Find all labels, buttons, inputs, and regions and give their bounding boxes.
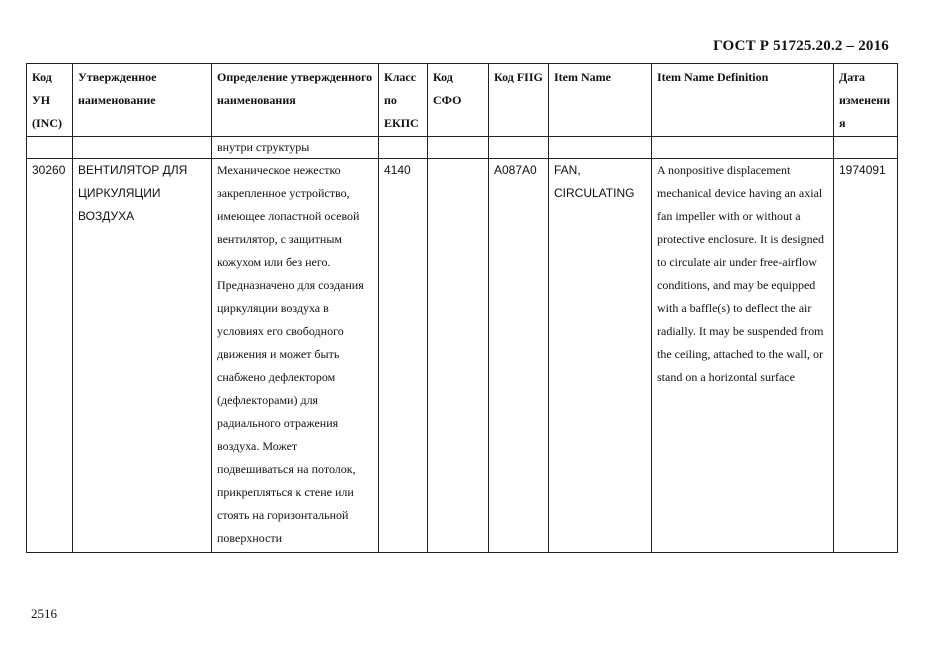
col-header-change-date: Дата изменения <box>834 64 898 137</box>
page-number: 2516 <box>31 606 57 621</box>
catalog-table <box>26 63 898 553</box>
col-header-fiig-code: Код FIIG <box>489 64 549 137</box>
col-header-item-name-definition: Item Name Definition <box>652 64 834 137</box>
cell-change-date: 1974091 <box>834 159 898 553</box>
table-header-row <box>27 64 898 137</box>
col-header-ekps-class: Класс по ЕКПС <box>379 64 428 137</box>
cell-ekps-class: 4140 <box>379 159 428 553</box>
table-row <box>27 159 898 553</box>
col-header-inc: Код УН (INC) <box>27 64 73 137</box>
continuation-text: внутри структуры <box>212 137 379 159</box>
cell-name: ВЕНТИЛЯТОР ДЛЯ ЦИРКУЛЯЦИИ ВОЗДУХА <box>73 159 212 553</box>
cell-definition: Механическое нежестко закрепленное устройство, имеющее лопастной осевой вентилятор, с защитным кожухом или без него. Предназначено для создания циркуляции воздуха в условиях его свободного движения и может быть снабжено дефлектором (дефлекторами) для радиального отражения воздуха. Может подвешиваться на потолок, прикрепляться к стене или стоять на горизонтальной поверхности <box>212 159 379 553</box>
col-header-item-name: Item Name <box>549 64 652 137</box>
col-header-definition: Определение утвержденного наименования <box>212 64 379 137</box>
continuation-row <box>27 137 898 159</box>
document-code: ГОСТ Р 51725.20.2 – 2016 <box>713 38 889 54</box>
col-header-sfo-code: Код СФО <box>428 64 489 137</box>
col-header-name: Утвержденное наименование <box>73 64 212 137</box>
cell-item-name-definition: A nonpositive displacement mechanical device having an axial fan impeller with or without a protective enclosure. It is designed to circulate air under free-airflow conditions, and may be equipped with a baffle(s) to deflect the air radially. It may be suspended from the ceiling, attached to the wall, or stand on a horizontal surface <box>652 159 834 553</box>
cell-fiig-code: A087A0 <box>489 159 549 553</box>
cell-sfo-code <box>428 159 489 553</box>
cell-inc: 30260 <box>27 159 73 553</box>
cell-item-name: FAN, CIRCULATING <box>549 159 652 553</box>
